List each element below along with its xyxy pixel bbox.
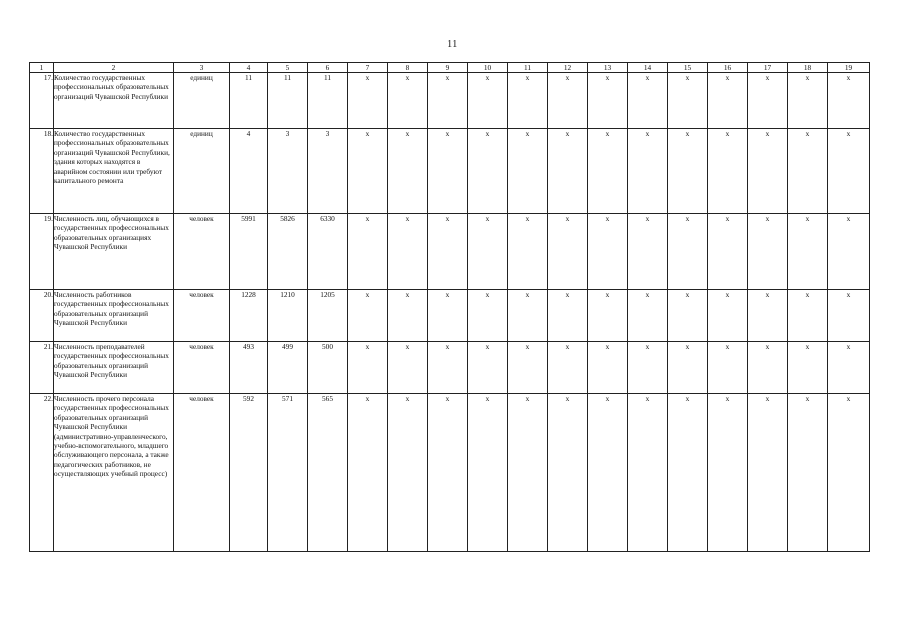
column-header-18: 18 bbox=[788, 63, 828, 73]
value-cell: x bbox=[428, 129, 468, 214]
column-header-15: 15 bbox=[668, 63, 708, 73]
value-cell: 1210 bbox=[268, 290, 308, 342]
indicator-name: Количество государственных профессиональных образовательных организаций Чувашской Республики bbox=[54, 73, 174, 129]
value-cell: x bbox=[348, 394, 388, 552]
value-cell: 592 bbox=[230, 394, 268, 552]
value-cell: x bbox=[388, 129, 428, 214]
value-cell: x bbox=[748, 342, 788, 394]
value-cell: x bbox=[588, 73, 628, 129]
indicator-name: Численность преподавателей государственных профессиональных образовательных организаций Чувашской Республики bbox=[54, 342, 174, 394]
value-cell: x bbox=[628, 129, 668, 214]
value-cell: 1205 bbox=[308, 290, 348, 342]
column-header-17: 17 bbox=[748, 63, 788, 73]
value-cell: x bbox=[428, 73, 468, 129]
value-cell: x bbox=[708, 214, 748, 290]
value-cell: x bbox=[348, 290, 388, 342]
value-cell: x bbox=[508, 73, 548, 129]
indicator-name: Количество государственных профессиональных образовательных организаций Чувашской Республики, здания которых находятся в аварийном состоянии или требуют капитального ремонта bbox=[54, 129, 174, 214]
value-cell: x bbox=[548, 214, 588, 290]
unit-cell: человек bbox=[174, 290, 230, 342]
unit-cell: человек bbox=[174, 342, 230, 394]
column-header-19: 19 bbox=[828, 63, 870, 73]
value-cell: 565 bbox=[308, 394, 348, 552]
value-cell: x bbox=[388, 394, 428, 552]
row-number: 20. bbox=[30, 290, 54, 342]
value-cell: 6330 bbox=[308, 214, 348, 290]
value-cell: x bbox=[668, 342, 708, 394]
value-cell: x bbox=[828, 214, 870, 290]
column-header-1: 1 bbox=[30, 63, 54, 73]
value-cell: x bbox=[508, 129, 548, 214]
column-header-2: 2 bbox=[54, 63, 174, 73]
value-cell: x bbox=[668, 73, 708, 129]
value-cell: 500 bbox=[308, 342, 348, 394]
value-cell: x bbox=[428, 342, 468, 394]
table-row bbox=[30, 73, 870, 129]
value-cell: x bbox=[588, 290, 628, 342]
value-cell: x bbox=[548, 342, 588, 394]
value-cell: x bbox=[828, 73, 870, 129]
value-cell: 5991 bbox=[230, 214, 268, 290]
value-cell: x bbox=[748, 290, 788, 342]
value-cell: x bbox=[788, 129, 828, 214]
value-cell: x bbox=[708, 129, 748, 214]
value-cell: x bbox=[628, 214, 668, 290]
column-header-12: 12 bbox=[548, 63, 588, 73]
unit-cell: единиц bbox=[174, 129, 230, 214]
row-number: 18. bbox=[30, 129, 54, 214]
value-cell: x bbox=[548, 290, 588, 342]
value-cell: x bbox=[788, 394, 828, 552]
value-cell: x bbox=[468, 290, 508, 342]
value-cell: x bbox=[348, 214, 388, 290]
value-cell: x bbox=[508, 394, 548, 552]
value-cell: x bbox=[788, 214, 828, 290]
value-cell: 11 bbox=[230, 73, 268, 129]
value-cell: x bbox=[588, 129, 628, 214]
row-number: 17. bbox=[30, 73, 54, 129]
value-cell: x bbox=[428, 394, 468, 552]
table-row bbox=[30, 394, 870, 552]
value-cell: x bbox=[348, 73, 388, 129]
value-cell: x bbox=[388, 290, 428, 342]
column-header-11: 11 bbox=[508, 63, 548, 73]
row-number: 21. bbox=[30, 342, 54, 394]
value-cell: x bbox=[428, 290, 468, 342]
value-cell: x bbox=[628, 73, 668, 129]
value-cell: x bbox=[708, 290, 748, 342]
value-cell: 571 bbox=[268, 394, 308, 552]
value-cell: x bbox=[468, 394, 508, 552]
value-cell: 499 bbox=[268, 342, 308, 394]
value-cell: x bbox=[708, 342, 748, 394]
value-cell: x bbox=[388, 214, 428, 290]
value-cell: x bbox=[668, 214, 708, 290]
value-cell: x bbox=[628, 394, 668, 552]
value-cell: x bbox=[628, 342, 668, 394]
value-cell: 3 bbox=[308, 129, 348, 214]
value-cell: x bbox=[668, 290, 708, 342]
value-cell: x bbox=[508, 290, 548, 342]
column-number-row bbox=[30, 63, 870, 73]
table-row bbox=[30, 290, 870, 342]
row-number: 22. bbox=[30, 394, 54, 552]
value-cell: x bbox=[508, 214, 548, 290]
value-cell: x bbox=[788, 73, 828, 129]
value-cell: x bbox=[348, 342, 388, 394]
value-cell: x bbox=[748, 394, 788, 552]
value-cell: 11 bbox=[268, 73, 308, 129]
indicators-table bbox=[29, 62, 870, 552]
value-cell: x bbox=[428, 214, 468, 290]
table-row bbox=[30, 342, 870, 394]
column-header-10: 10 bbox=[468, 63, 508, 73]
value-cell: x bbox=[388, 342, 428, 394]
value-cell: x bbox=[788, 290, 828, 342]
value-cell: x bbox=[828, 394, 870, 552]
value-cell: x bbox=[548, 129, 588, 214]
value-cell: x bbox=[348, 129, 388, 214]
value-cell: x bbox=[748, 73, 788, 129]
value-cell: x bbox=[748, 214, 788, 290]
value-cell: x bbox=[668, 129, 708, 214]
column-header-9: 9 bbox=[428, 63, 468, 73]
column-header-16: 16 bbox=[708, 63, 748, 73]
value-cell: 5826 bbox=[268, 214, 308, 290]
table-row bbox=[30, 129, 870, 214]
value-cell: x bbox=[588, 342, 628, 394]
indicator-name: Численность лиц, обучающихся в государственных профессиональных образовательных организациях Чувашской Республики bbox=[54, 214, 174, 290]
table-row bbox=[30, 214, 870, 290]
value-cell: x bbox=[468, 73, 508, 129]
page-number: 11 bbox=[447, 39, 458, 50]
column-header-3: 3 bbox=[174, 63, 230, 73]
value-cell: 4 bbox=[230, 129, 268, 214]
value-cell: x bbox=[828, 290, 870, 342]
unit-cell: человек bbox=[174, 394, 230, 552]
value-cell: x bbox=[388, 73, 428, 129]
value-cell: x bbox=[828, 129, 870, 214]
value-cell: x bbox=[708, 394, 748, 552]
value-cell: x bbox=[708, 73, 748, 129]
value-cell: x bbox=[628, 290, 668, 342]
value-cell: x bbox=[788, 342, 828, 394]
value-cell: x bbox=[468, 214, 508, 290]
column-header-6: 6 bbox=[308, 63, 348, 73]
column-header-14: 14 bbox=[628, 63, 668, 73]
value-cell: x bbox=[668, 394, 708, 552]
value-cell: x bbox=[588, 214, 628, 290]
value-cell: 1228 bbox=[230, 290, 268, 342]
value-cell: x bbox=[828, 342, 870, 394]
indicator-name: Численность работников государственных профессиональных образовательных организаций Чувашской Республики bbox=[54, 290, 174, 342]
value-cell: x bbox=[468, 342, 508, 394]
value-cell: 11 bbox=[308, 73, 348, 129]
row-number: 19. bbox=[30, 214, 54, 290]
value-cell: x bbox=[548, 73, 588, 129]
value-cell: x bbox=[468, 129, 508, 214]
column-header-4: 4 bbox=[230, 63, 268, 73]
column-header-13: 13 bbox=[588, 63, 628, 73]
unit-cell: единиц bbox=[174, 73, 230, 129]
unit-cell: человек bbox=[174, 214, 230, 290]
value-cell: x bbox=[588, 394, 628, 552]
column-header-5: 5 bbox=[268, 63, 308, 73]
value-cell: x bbox=[748, 129, 788, 214]
value-cell: x bbox=[508, 342, 548, 394]
column-header-8: 8 bbox=[388, 63, 428, 73]
value-cell: 3 bbox=[268, 129, 308, 214]
value-cell: x bbox=[548, 394, 588, 552]
value-cell: 493 bbox=[230, 342, 268, 394]
indicator-name: Численность прочего персонала государственных профессиональных образовательных организаций Чувашской Республики (административно-управленческого, учебно-вспомогательного, младшего обслуживающего персонала, а также педагогических работников, не осуществляющих учебный процесс) bbox=[54, 394, 174, 552]
column-header-7: 7 bbox=[348, 63, 388, 73]
